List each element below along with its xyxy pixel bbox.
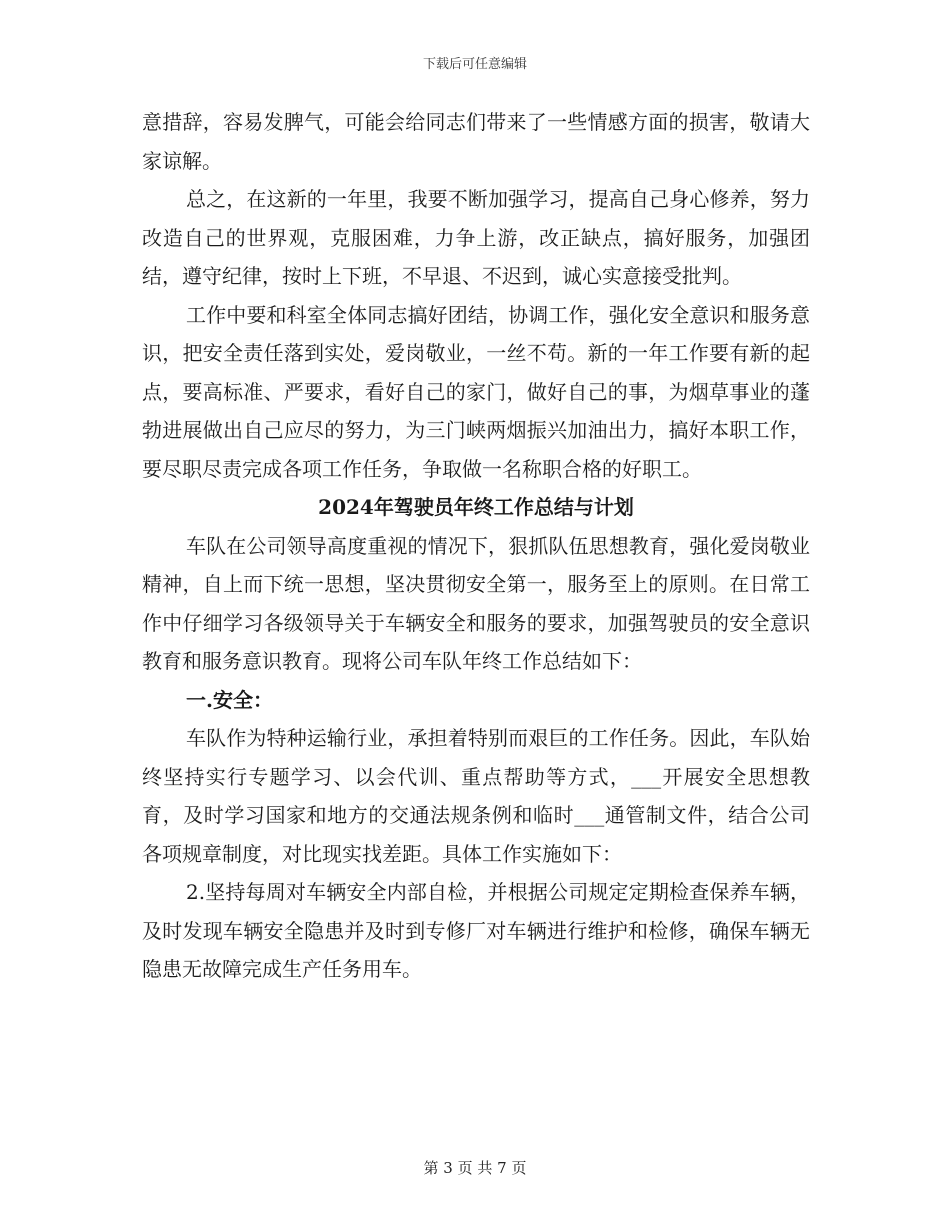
paragraph-work-goals: 工作中要和科室全体同志搞好团结，协调工作，强化安全意识和服务意识，把安全责任落到实处，爱岗敬业，一丝不苟。新的一年工作要有新的起点，要高标准、严要求，看好自己的家门，做好自己的事，为烟草事业的蓬勃进展做出自己应尽的努力，为三门峡两烟振兴加油出力，搞好本职工作，要尽职尽责完成各项工作任务，争取做一名称职合格的好职工。 (142, 302, 810, 481)
document-body (142, 103, 810, 989)
document-title: 2024年驾驶员年终工作总结与计划 (318, 495, 634, 519)
paragraph-continuation: 意措辞，容易发脾气，可能会给同志们带来了一些情感方面的损害，敬请大家谅解。 (142, 110, 810, 173)
paragraph-safety: 车队作为特种运输行业，承担着特别而艰巨的工作任务。因此，车队始终坚持实行专题学习、以会代训、重点帮助等方式，___开展安全思想教育，及时学习国家和地方的交通法规条例和临时___通管制文件，结合公司各项规章制度，对比现实找差距。具体工作实施如下： (142, 726, 810, 866)
page-number: 第 3 页 共 7 页 (423, 1159, 527, 1177)
paragraph-intro: 车队在公司领导高度重视的情况下，狠抓队伍思想教育，强化爱岗敬业精神，自上而下统一思想，坚决贯彻安全第一，服务至上的原则。在日常工作中仔细学习各级领导关于车辆安全和服务的要求，加强驾驶员的安全意识教育和服务意识教育。现将公司车队年终工作总结如下： (142, 533, 810, 673)
paragraph-inspection: 2.坚持每周对车辆安全内部自检，并根据公司规定定期检查保养车辆，及时发现车辆安全隐患并及时到专修厂对车辆进行维护和检修，确保车辆无隐患无故障完成生产任务用车。 (142, 880, 810, 981)
section-heading-safety: 一.安全： (186, 687, 273, 712)
page-header-note: 下载后可任意编辑 (422, 57, 527, 72)
paragraph-summary: 总之，在这新的一年里，我要不断加强学习，提高自己身心修养，努力改造自己的世界观，克服困难，力争上游，改正缺点，搞好服务，加强团结，遵守纪律，按时上下班，不早退、不迟到，诚心实意接受批判。 (142, 187, 810, 288)
